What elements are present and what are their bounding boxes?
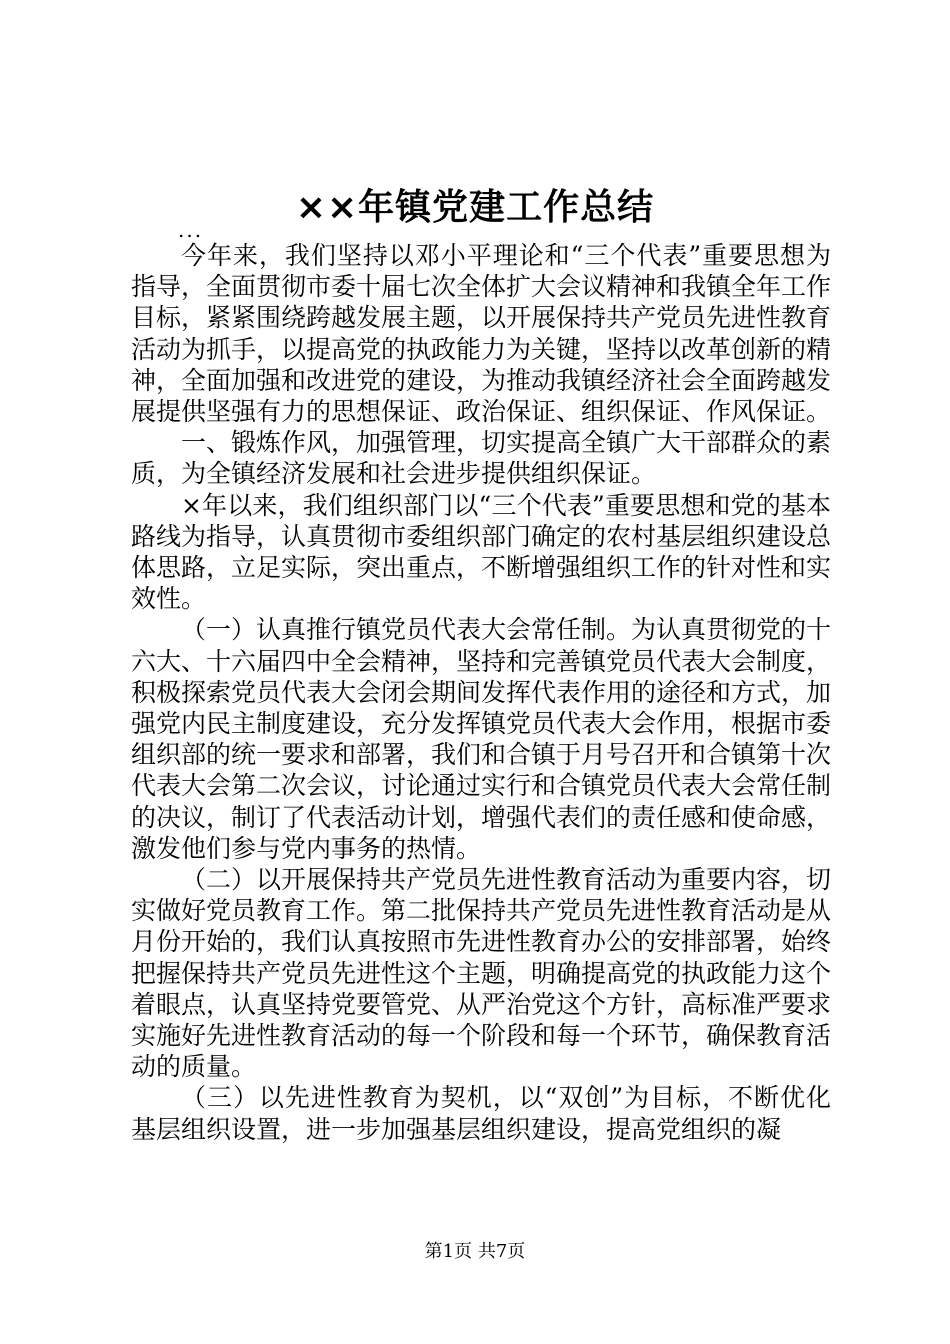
document-title: ××年镇党建工作总结	[295, 187, 655, 228]
paragraph-intro: 今年来，我们坚持以邓小平理论和“三个代表”重要思想为指导，全面贯彻市委十届七次全体扩大会议精神和我镇全年工作目标，紧紧围绕跨越发展主题，以开展保持共产党员先进性教育活动为抓手，以提高党的执政能力为关键，坚持以改革创新的精神，全面加强和改进党的建设，为推动我镇经济社会全面跨越发展提供坚强有力的思想保证、政治保证、组织保证、作风保证。	[131, 241, 832, 427]
paragraph-section-1-heading: 一、锻炼作风，加强管理，切实提高全镇广大干部群众的素质，为全镇经济发展和社会进步提供组织保证。	[131, 428, 832, 489]
ellipsis-marker: ...	[178, 218, 204, 242]
paragraph-section-1-overview: ×年以来，我们组织部门以“三个代表”重要思想和党的基本路线为指导，认真贯彻市委组织部门确定的农村基层组织建设总体思路，立足实际，突出重点，不断增强组织工作的针对性和实效性。	[131, 490, 832, 614]
paragraph-item-2: （二）以开展保持共产党员先进性教育活动为重要内容，切实做好党员教育工作。第二批保持共产党员先进性教育活动是从月份开始的，我们认真按照市先进性教育办公的安排部署，始终把握保持共产党员先进性这个主题，明确提高党的执政能力这个着眼点，认真坚持党要管党、从严治党这个方针，高标准严要求实施好先进性教育活动的每一个阶段和每一个环节，确保教育活动的质量。	[131, 865, 832, 1082]
page-number-footer: 第1页 共7页	[424, 1241, 526, 1262]
paragraph-item-3: （三）以先进性教育为契机，以“双创”为目标，不断优化基层组织设置，进一步加强基层组织建设，提高党组织的凝	[131, 1083, 831, 1144]
document-body	[131, 240, 831, 1145]
paragraph-item-1: （一）认真推行镇党员代表大会常任制。为认真贯彻党的十六大、十六届四中全会精神，坚持和完善镇党员代表大会制度，积极探索党员代表大会闭会期间发挥代表作用的途径和方式，加强党内民主制度建设，充分发挥镇党员代表大会作用，根据市委组织部的统一要求和部署，我们和合镇于月号召开和合镇第十次代表大会第二次会议，讨论通过实行和合镇党员代表大会常任制的决议，制订了代表活动计划，增强代表们的责任感和使命感，激发他们参与党内事务的热情。	[131, 615, 832, 863]
